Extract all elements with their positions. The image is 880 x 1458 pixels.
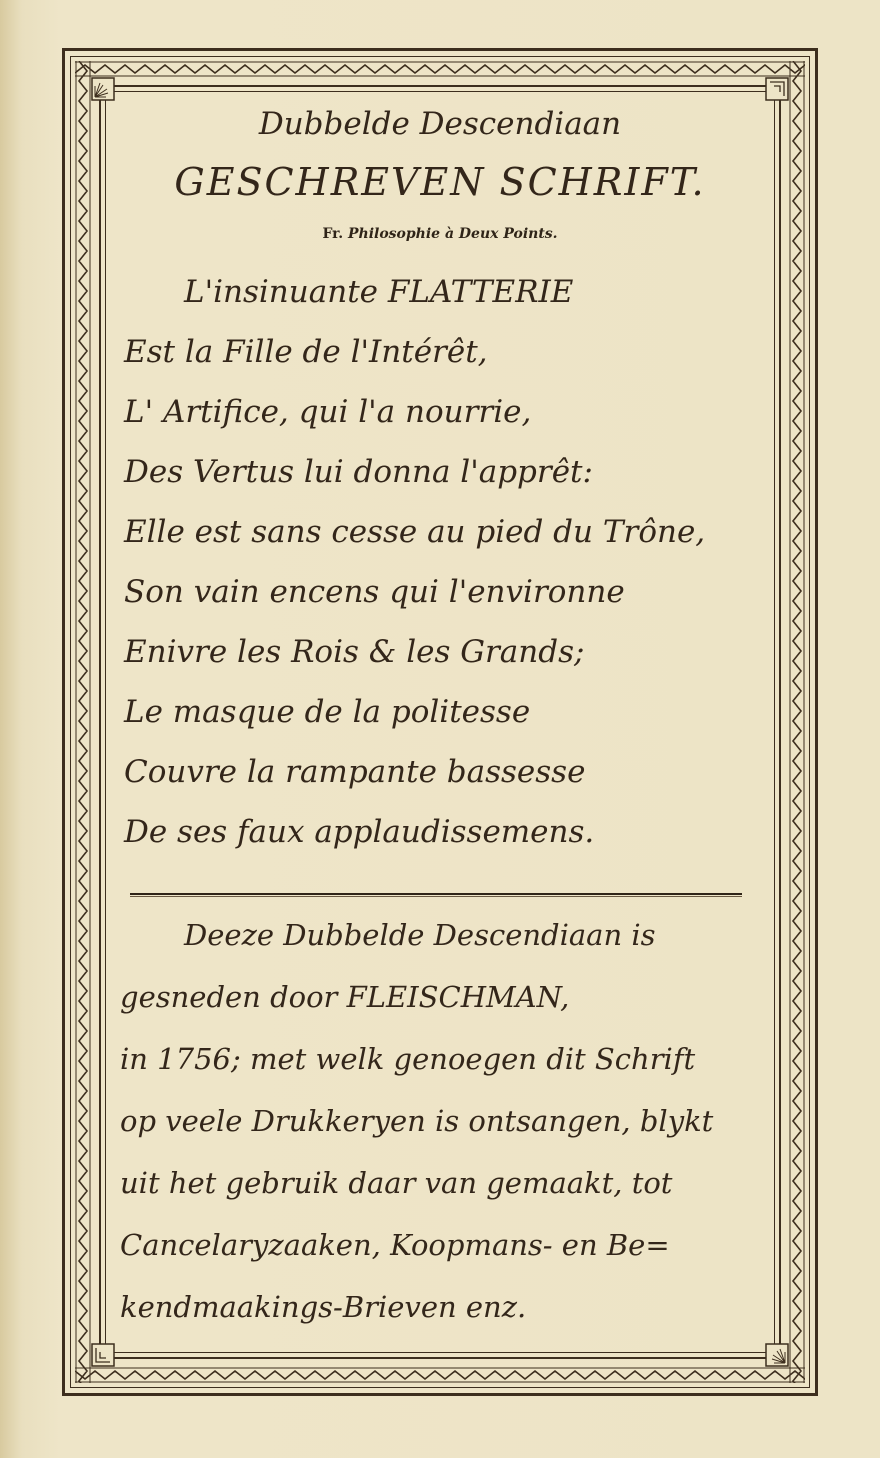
poem-line: Couvre la rampante bassesse	[124, 754, 586, 790]
subtitle-prefix: Fr.	[322, 226, 348, 242]
poem-line: L'insinuante FLATTERIE	[184, 274, 574, 310]
poem-line: Est la Fille de l'Intérêt,	[124, 334, 488, 370]
poem-line: Son vain encens qui l'environne	[124, 574, 625, 610]
note-line: gesneden door FLEISCHMAN,	[120, 980, 570, 1014]
note-line: Deeze Dubbelde Descendiaan is	[184, 918, 656, 952]
poem-line: Le masque de la politesse	[124, 694, 531, 730]
note-line: op veele Drukkeryen is ontsangen, blykt	[120, 1104, 714, 1138]
specimen-page	[62, 48, 818, 1396]
poem-line: L' Artifice, qui l'a nourrie,	[124, 394, 532, 430]
note-line: in 1756; met welk genoegen dit Schrift	[120, 1042, 696, 1076]
note-line: Cancelaryzaaken, Koopmans- en Be=	[120, 1228, 670, 1262]
heading-type-name: Dubbelde Descendiaan	[258, 106, 622, 142]
note-line: kendmaakings-Brieven enz.	[120, 1290, 527, 1324]
poem-line: De ses faux applaudissemens.	[124, 814, 595, 850]
subtitle-italic: Philosophie à Deux Points.	[347, 226, 558, 242]
section-divider	[130, 893, 742, 895]
poem-line: Elle est sans cesse au pied du Trône,	[124, 514, 706, 550]
note-line: uit het gebruik daar van gemaakt, tot	[120, 1166, 673, 1200]
poem-line: Des Vertus lui donna l'apprêt:	[124, 454, 593, 490]
heading-type-style: GESCHREVEN SCHRIFT.	[174, 160, 706, 204]
heading-french-name	[62, 226, 818, 242]
poem-line: Enivre les Rois & les Grands;	[124, 634, 585, 670]
